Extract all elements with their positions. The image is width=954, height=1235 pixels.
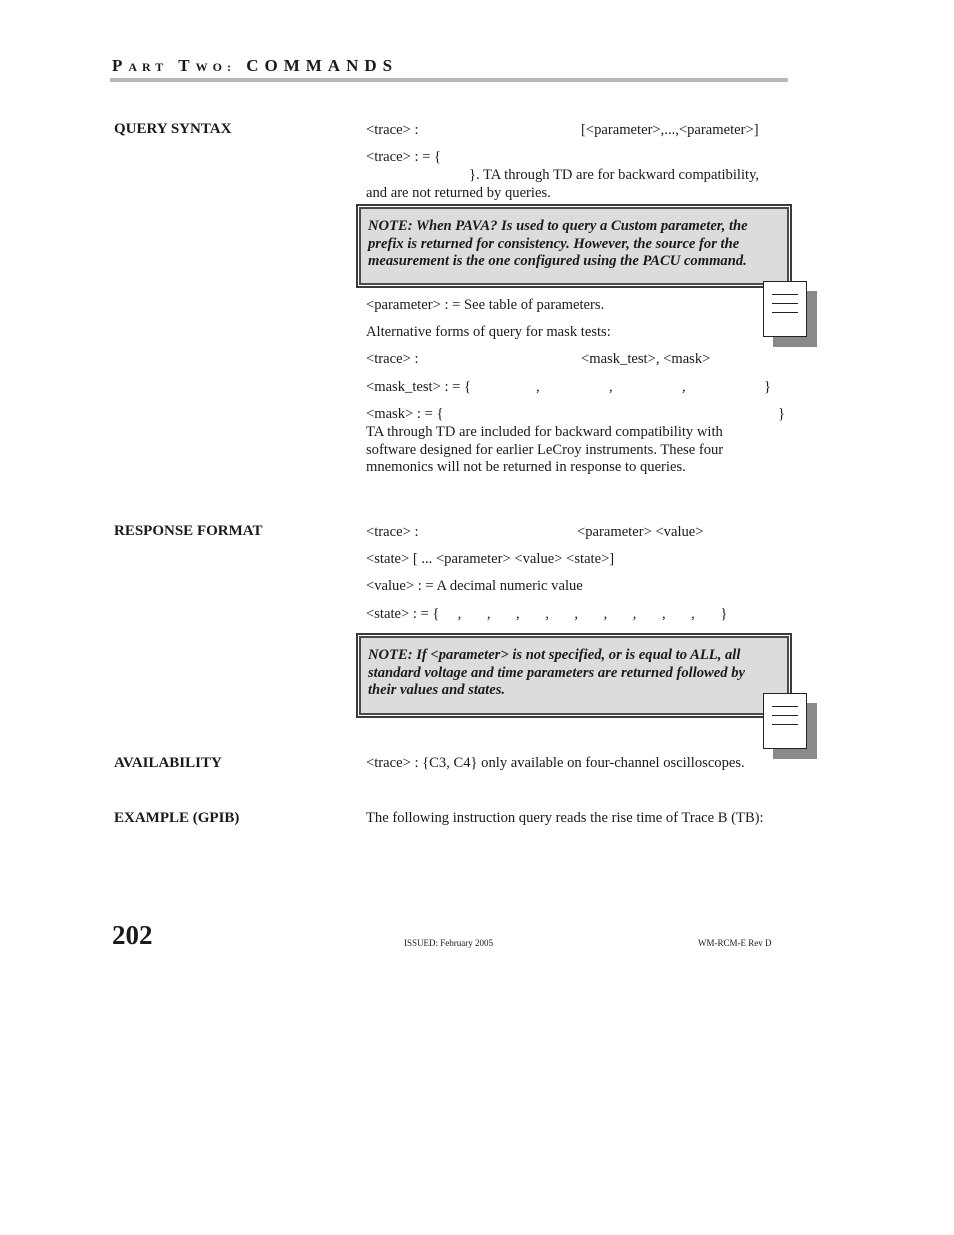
- header-part-initial: P: [112, 56, 129, 75]
- header-commands: COMMANDS: [246, 56, 399, 75]
- note-line: NOTE: If <parameter> is not specified, or is equal to ALL, all: [368, 647, 741, 663]
- response-parameter-value: <parameter> <value>: [577, 524, 704, 540]
- query-parameter-def: <parameter> : = See table of parameters.: [366, 297, 605, 313]
- note-document-icon: [763, 281, 807, 337]
- example-text: The following instruction query reads the rise time of Trace B (TB):: [366, 810, 764, 826]
- header-two-rest: WO: [195, 60, 227, 74]
- response-trace-line: <trace> :: [366, 524, 419, 540]
- query-mask-test-comma: ,: [536, 379, 540, 395]
- query-mask-test-close: }: [764, 379, 772, 395]
- label-example: EXAMPLE (GPIB): [114, 810, 240, 826]
- query-mask-test-def: <mask_test> : = {: [366, 379, 472, 395]
- availability-text: <trace> : {C3, C4} only available on four-channel oscilloscopes.: [366, 755, 745, 771]
- query-ta-note: mnemonics will not be returned in response to queries.: [366, 459, 686, 475]
- running-header: [112, 56, 398, 76]
- footer-issued: ISSUED: February 2005: [404, 938, 493, 948]
- note-line: standard voltage and time parameters are returned followed by: [368, 664, 745, 681]
- response-value-def: <value> : = A decimal numeric value: [366, 578, 583, 594]
- query-alt-forms: Alternative forms of query for mask tests:: [366, 324, 611, 340]
- note-line: their values and states.: [368, 682, 506, 698]
- header-rule: [110, 78, 788, 82]
- label-response-format: RESPONSE FORMAT: [114, 523, 263, 539]
- query-mask-def-close: }: [778, 406, 786, 422]
- query-mask-def: <mask> : = {: [366, 406, 444, 422]
- query-ta-note: software designed for earlier LeCroy instruments. These four: [366, 442, 724, 458]
- query-trace-def: <trace> : = {: [366, 149, 442, 165]
- header-two-initial: T: [178, 56, 196, 75]
- response-state-line: <state> [ ... <parameter> <value> <state>]: [366, 551, 615, 567]
- query-trace-line: <trace> :: [366, 122, 419, 138]
- query-mask-test-comma: ,: [609, 379, 613, 395]
- label-query-syntax: QUERY SYNTAX: [114, 121, 232, 137]
- query-trace-def-cont: }. TA through TD are for backward compatibility,: [469, 167, 760, 183]
- query-ta-note: TA through TD are included for backward compatibility with: [366, 424, 723, 440]
- query-mask-line: <trace> :: [366, 351, 419, 367]
- label-availability: AVAILABILITY: [114, 755, 222, 771]
- note-line: measurement is the one configured using the PACU command.: [368, 253, 747, 269]
- query-trace-def-end: and are not returned by queries.: [366, 185, 551, 201]
- note-box-parameter-all: [356, 633, 792, 718]
- header-colon: :: [226, 60, 236, 74]
- note-line: prefix is returned for consistency. However, the source for the: [368, 235, 740, 252]
- note-document-icon: [763, 693, 807, 749]
- header-part-rest: ART: [128, 60, 169, 74]
- page-number: 202: [112, 920, 153, 950]
- note-line: NOTE: When PAVA? Is used to query a Custom parameter, the: [368, 218, 748, 234]
- query-mask-test-comma: ,: [682, 379, 686, 395]
- footer-doc-id: WM-RCM-E Rev D: [698, 938, 772, 948]
- response-state-def: <state> : = { , , , , , , , , , }: [366, 606, 728, 622]
- note-box-custom-parameter: [356, 204, 792, 288]
- query-parameter-list: [<parameter>,...,<parameter>]: [581, 122, 759, 138]
- query-mask-args: <mask_test>, <mask>: [581, 351, 711, 367]
